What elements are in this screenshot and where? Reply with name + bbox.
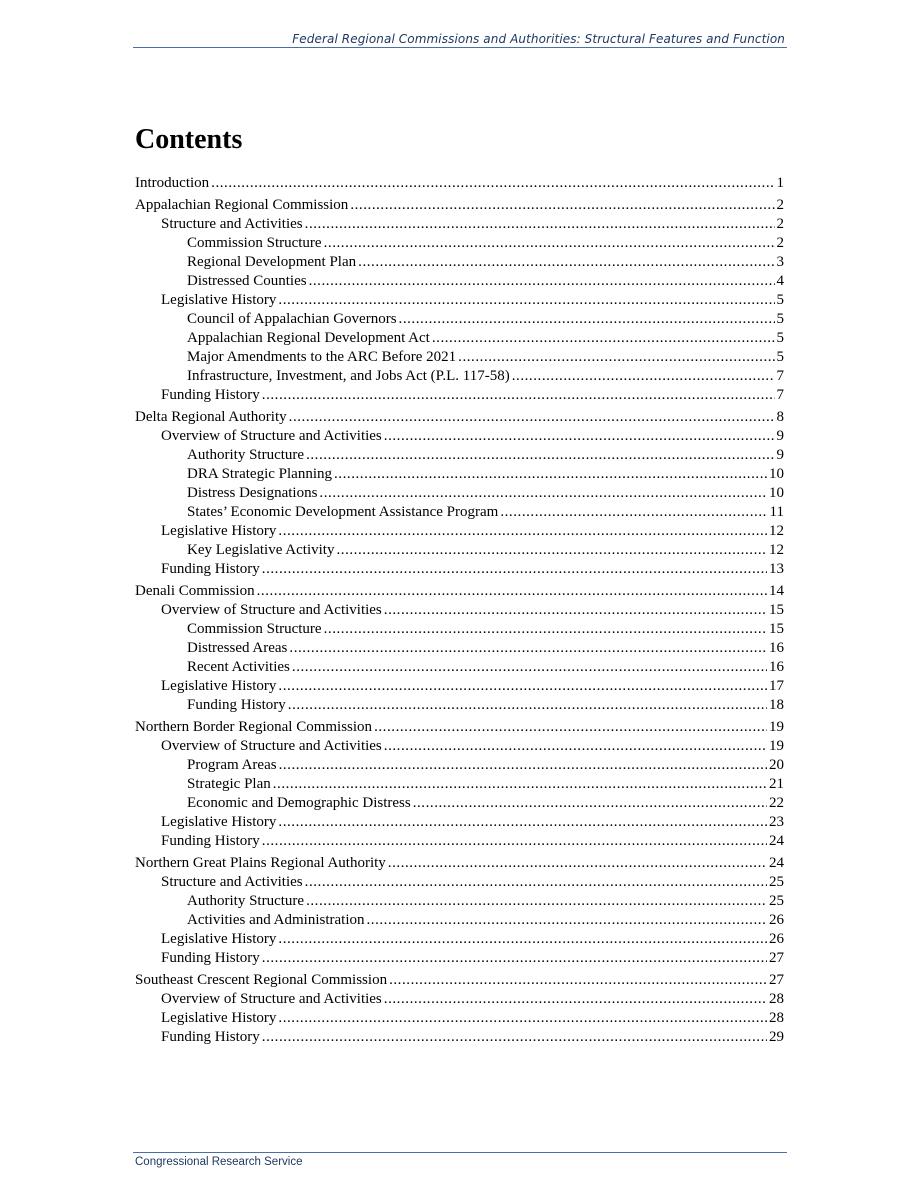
toc-entry-title: Strategic Plan bbox=[187, 776, 271, 792]
toc-entry[interactable] bbox=[135, 196, 784, 215]
toc-entry[interactable] bbox=[135, 386, 784, 405]
toc-entry[interactable] bbox=[135, 677, 784, 696]
toc-entry-page-number: 21 bbox=[769, 776, 784, 792]
toc-dot-leader bbox=[384, 737, 767, 756]
toc-entry[interactable] bbox=[135, 794, 784, 813]
toc-entry-title: Delta Regional Authority bbox=[135, 409, 287, 425]
toc-entry[interactable] bbox=[135, 756, 784, 775]
toc-dot-leader bbox=[366, 911, 767, 930]
toc-dot-leader bbox=[399, 310, 775, 329]
toc-entry[interactable] bbox=[135, 854, 784, 873]
toc-entry-title: Distress Designations bbox=[187, 485, 318, 501]
toc-entry[interactable] bbox=[135, 775, 784, 794]
toc-entry-page-number: 5 bbox=[776, 292, 784, 308]
toc-entry-title: Funding History bbox=[161, 1029, 260, 1045]
toc-entry-title: Authority Structure bbox=[187, 447, 305, 463]
toc-entry[interactable] bbox=[135, 971, 784, 990]
toc-entry-title: Legislative History bbox=[161, 931, 277, 947]
toc-entry-page-number: 9 bbox=[776, 447, 784, 463]
toc-dot-leader bbox=[306, 892, 767, 911]
toc-dot-leader bbox=[432, 329, 775, 348]
toc-dot-leader bbox=[334, 465, 767, 484]
toc-entry-title: Introduction bbox=[135, 175, 210, 191]
toc-entry-title: States’ Economic Development Assistance Program bbox=[187, 504, 499, 520]
toc-entry[interactable] bbox=[135, 639, 784, 658]
page-title: Contents bbox=[135, 124, 243, 155]
toc-dot-leader bbox=[278, 522, 767, 541]
toc-entry[interactable] bbox=[135, 522, 784, 541]
toc-entry-title: Authority Structure bbox=[187, 893, 305, 909]
toc-entry-page-number: 17 bbox=[769, 678, 784, 694]
toc-entry-page-number: 10 bbox=[769, 466, 784, 482]
toc-entry-page-number: 23 bbox=[769, 814, 784, 830]
toc-entry[interactable] bbox=[135, 892, 784, 911]
toc-entry-page-number: 7 bbox=[776, 368, 784, 384]
toc-entry-page-number: 5 bbox=[776, 330, 784, 346]
toc-entry-title: Funding History bbox=[161, 561, 260, 577]
toc-dot-leader bbox=[289, 408, 775, 427]
toc-dot-leader bbox=[319, 484, 767, 503]
toc-entry[interactable] bbox=[135, 446, 784, 465]
toc-dot-leader bbox=[262, 386, 775, 405]
toc-entry[interactable] bbox=[135, 348, 784, 367]
toc-entry[interactable] bbox=[135, 737, 784, 756]
toc-dot-leader bbox=[262, 949, 767, 968]
toc-entry-page-number: 29 bbox=[769, 1029, 784, 1045]
toc-entry-title: Legislative History bbox=[161, 1010, 277, 1026]
toc-dot-leader bbox=[262, 832, 767, 851]
footer-divider bbox=[133, 1152, 787, 1153]
toc-dot-leader bbox=[305, 873, 767, 892]
toc-entry[interactable] bbox=[135, 582, 784, 601]
toc-entry[interactable] bbox=[135, 990, 784, 1009]
toc-entry-title: Appalachian Regional Commission bbox=[135, 197, 349, 213]
toc-entry-title: Distressed Counties bbox=[187, 273, 307, 289]
toc-entry-page-number: 24 bbox=[769, 833, 784, 849]
toc-entry-page-number: 16 bbox=[769, 659, 784, 675]
toc-entry[interactable] bbox=[135, 174, 784, 193]
toc-entry[interactable] bbox=[135, 484, 784, 503]
toc-dot-leader bbox=[512, 367, 775, 386]
toc-entry-page-number: 27 bbox=[769, 950, 784, 966]
toc-entry[interactable] bbox=[135, 329, 784, 348]
toc-dot-leader bbox=[389, 971, 767, 990]
toc-entry-title: Legislative History bbox=[161, 814, 277, 830]
toc-entry-page-number: 16 bbox=[769, 640, 784, 656]
toc-entry-title: Funding History bbox=[161, 387, 260, 403]
toc-dot-leader bbox=[305, 215, 775, 234]
toc-entry-title: Southeast Crescent Regional Commission bbox=[135, 972, 388, 988]
toc-entry[interactable] bbox=[135, 503, 784, 522]
toc-entry-page-number: 3 bbox=[776, 254, 784, 270]
toc-dot-leader bbox=[500, 503, 767, 522]
toc-entry-page-number: 22 bbox=[769, 795, 784, 811]
toc-entry[interactable] bbox=[135, 813, 784, 832]
toc-entry-title: Funding History bbox=[187, 697, 286, 713]
toc-entry-title: Funding History bbox=[161, 833, 260, 849]
toc-entry-title: Northern Border Regional Commission bbox=[135, 719, 373, 735]
toc-entry-title: Activities and Administration bbox=[187, 912, 365, 928]
toc-dot-leader bbox=[458, 348, 774, 367]
toc-entry-page-number: 8 bbox=[776, 409, 784, 425]
toc-dot-leader bbox=[374, 718, 767, 737]
toc-entry[interactable] bbox=[135, 1028, 784, 1047]
toc-entry-page-number: 26 bbox=[769, 912, 784, 928]
toc-entry-page-number: 25 bbox=[769, 893, 784, 909]
toc-entry-page-number: 27 bbox=[769, 972, 784, 988]
toc-entry-title: Legislative History bbox=[161, 523, 277, 539]
toc-entry-page-number: 7 bbox=[776, 387, 784, 403]
toc-entry[interactable] bbox=[135, 541, 784, 560]
toc-entry-title: Overview of Structure and Activities bbox=[161, 428, 382, 444]
toc-entry-title: Structure and Activities bbox=[161, 874, 303, 890]
toc-entry[interactable] bbox=[135, 272, 784, 291]
toc-entry-page-number: 5 bbox=[776, 311, 784, 327]
toc-dot-leader bbox=[292, 658, 767, 677]
toc-entry[interactable] bbox=[135, 718, 784, 737]
toc-entry-page-number: 19 bbox=[769, 719, 784, 735]
toc-entry-title: Major Amendments to the ARC Before 2021 bbox=[187, 349, 457, 365]
toc-dot-leader bbox=[278, 813, 767, 832]
toc-dot-leader bbox=[279, 756, 767, 775]
toc-dot-leader bbox=[278, 677, 767, 696]
toc-entry-title: Council of Appalachian Governors bbox=[187, 311, 397, 327]
toc-entry-title: Program Areas bbox=[187, 757, 277, 773]
toc-dot-leader bbox=[257, 582, 767, 601]
toc-entry-page-number: 4 bbox=[776, 273, 784, 289]
toc-dot-leader bbox=[324, 234, 775, 253]
toc-entry[interactable] bbox=[135, 696, 784, 715]
toc-dot-leader bbox=[273, 775, 767, 794]
toc-entry-title: Commission Structure bbox=[187, 235, 322, 251]
toc-entry-page-number: 13 bbox=[769, 561, 784, 577]
toc-dot-leader bbox=[278, 930, 767, 949]
toc-entry-page-number: 28 bbox=[769, 991, 784, 1007]
toc-dot-leader bbox=[262, 560, 767, 579]
toc-entry-title: Economic and Demographic Distress bbox=[187, 795, 411, 811]
toc-entry-page-number: 5 bbox=[776, 349, 784, 365]
toc-entry-page-number: 9 bbox=[776, 428, 784, 444]
toc-entry-page-number: 2 bbox=[776, 197, 784, 213]
toc-entry-title: Regional Development Plan bbox=[187, 254, 357, 270]
toc-entry-title: DRA Strategic Planning bbox=[187, 466, 332, 482]
toc-dot-leader bbox=[413, 794, 767, 813]
toc-dot-leader bbox=[324, 620, 767, 639]
toc-dot-leader bbox=[350, 196, 774, 215]
toc-entry[interactable] bbox=[135, 930, 784, 949]
toc-entry-page-number: 25 bbox=[769, 874, 784, 890]
toc-dot-leader bbox=[288, 696, 767, 715]
toc-entry-title: Overview of Structure and Activities bbox=[161, 602, 382, 618]
toc-entry-page-number: 24 bbox=[769, 855, 784, 871]
toc-entry-title: Commission Structure bbox=[187, 621, 322, 637]
toc-entry[interactable] bbox=[135, 310, 784, 329]
toc-entry[interactable] bbox=[135, 560, 784, 579]
toc-entry[interactable] bbox=[135, 832, 784, 851]
toc-entry-page-number: 12 bbox=[769, 523, 784, 539]
toc-dot-leader bbox=[306, 446, 774, 465]
toc-entry-title: Key Legislative Activity bbox=[187, 542, 335, 558]
toc-dot-leader bbox=[278, 1009, 767, 1028]
toc-entry-page-number: 28 bbox=[769, 1010, 784, 1026]
toc-entry[interactable] bbox=[135, 253, 784, 272]
toc-entry[interactable] bbox=[135, 408, 784, 427]
toc-dot-leader bbox=[289, 639, 767, 658]
toc-dot-leader bbox=[384, 990, 767, 1009]
toc-entry-page-number: 2 bbox=[776, 216, 784, 232]
toc-dot-leader bbox=[384, 601, 767, 620]
toc-entry[interactable] bbox=[135, 911, 784, 930]
toc-entry-page-number: 15 bbox=[769, 621, 784, 637]
toc-entry-title: Denali Commission bbox=[135, 583, 255, 599]
toc-entry-page-number: 2 bbox=[776, 235, 784, 251]
toc-dot-leader bbox=[336, 541, 767, 560]
toc-entry-page-number: 14 bbox=[769, 583, 784, 599]
toc-entry[interactable] bbox=[135, 215, 784, 234]
toc-entry-title: Legislative History bbox=[161, 292, 277, 308]
table-of-contents bbox=[135, 174, 784, 1047]
toc-entry-title: Legislative History bbox=[161, 678, 277, 694]
toc-entry-page-number: 15 bbox=[769, 602, 784, 618]
toc-entry-page-number: 12 bbox=[769, 542, 784, 558]
toc-entry-page-number: 19 bbox=[769, 738, 784, 754]
header-divider bbox=[133, 47, 787, 48]
toc-entry[interactable] bbox=[135, 1009, 784, 1028]
toc-dot-leader bbox=[384, 427, 775, 446]
toc-dot-leader bbox=[388, 854, 767, 873]
toc-entry[interactable] bbox=[135, 620, 784, 639]
toc-dot-leader bbox=[358, 253, 774, 272]
toc-entry[interactable] bbox=[135, 873, 784, 892]
toc-entry-title: Northern Great Plains Regional Authority bbox=[135, 855, 386, 871]
toc-entry[interactable] bbox=[135, 601, 784, 620]
toc-dot-leader bbox=[278, 291, 774, 310]
toc-entry-page-number: 26 bbox=[769, 931, 784, 947]
toc-entry-title: Overview of Structure and Activities bbox=[161, 991, 382, 1007]
toc-entry-page-number: 1 bbox=[776, 175, 784, 191]
toc-entry[interactable] bbox=[135, 427, 784, 446]
toc-entry-title: Funding History bbox=[161, 950, 260, 966]
toc-entry[interactable] bbox=[135, 465, 784, 484]
toc-dot-leader bbox=[211, 174, 774, 193]
toc-entry-title: Infrastructure, Investment, and Jobs Act (P.L. 117-58) bbox=[187, 368, 510, 384]
toc-entry-page-number: 11 bbox=[769, 504, 784, 520]
toc-entry-title: Appalachian Regional Development Act bbox=[187, 330, 430, 346]
toc-entry[interactable] bbox=[135, 234, 784, 253]
toc-entry[interactable] bbox=[135, 291, 784, 310]
toc-entry-page-number: 18 bbox=[769, 697, 784, 713]
toc-entry[interactable] bbox=[135, 367, 784, 386]
toc-entry-page-number: 10 bbox=[769, 485, 784, 501]
toc-entry-title: Overview of Structure and Activities bbox=[161, 738, 382, 754]
footer-publisher: Congressional Research Service bbox=[135, 1156, 303, 1168]
toc-entry-title: Recent Activities bbox=[187, 659, 290, 675]
running-header: Federal Regional Commissions and Authorities: Structural Features and Function bbox=[292, 32, 785, 46]
toc-entry[interactable] bbox=[135, 658, 784, 677]
toc-entry-title: Structure and Activities bbox=[161, 216, 303, 232]
toc-entry-title: Distressed Areas bbox=[187, 640, 288, 656]
toc-entry[interactable] bbox=[135, 949, 784, 968]
toc-dot-leader bbox=[262, 1028, 767, 1047]
toc-dot-leader bbox=[309, 272, 775, 291]
toc-entry-page-number: 20 bbox=[769, 757, 784, 773]
